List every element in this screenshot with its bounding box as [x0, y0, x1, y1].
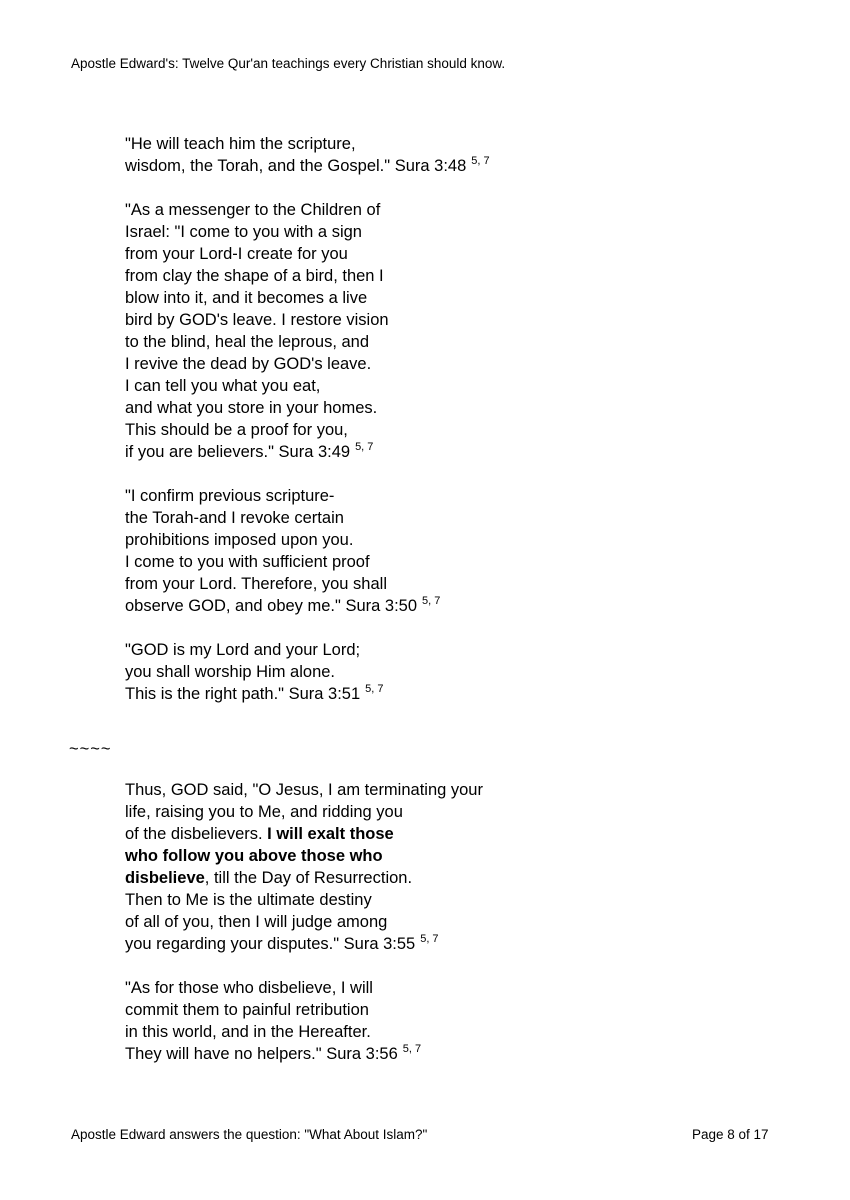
verse-line: I come to you with sufficient proof: [125, 553, 370, 571]
verse-line: in this world, and in the Hereafter.: [125, 1023, 371, 1041]
verse-line-citation: [125, 155, 765, 177]
footnote-reference: 5, 7: [355, 441, 374, 453]
page-number: Page 8 of 17: [692, 1127, 769, 1142]
verse-line-text: if you are believers." Sura 3:49: [125, 443, 351, 461]
verse-stanza-3-56: [125, 977, 765, 1065]
verse-line: bird by GOD's leave. I restore vision: [125, 311, 389, 329]
running-header: Apostle Edward's: Twelve Qur'an teachings every Christian should know.: [71, 56, 506, 71]
verse-line: of all of you, then I will judge among: [125, 913, 388, 931]
verse-line-text: observe GOD, and obey me." Sura 3:50: [125, 597, 418, 615]
verse-line: commit them to painful retribution: [125, 1001, 369, 1019]
verse-line: I revive the dead by GOD's leave.: [125, 355, 372, 373]
verse-line-emphasis: who follow you above those who: [125, 847, 383, 865]
verse-line: "I confirm previous scripture-: [125, 487, 335, 505]
verse-line-text: wisdom, the Torah, and the Gospel." Sura 3:48: [125, 157, 467, 175]
verse-line-citation: [125, 933, 765, 955]
footnote-reference: 5, 7: [420, 933, 439, 945]
verse-line: "GOD is my Lord and your Lord;: [125, 641, 361, 659]
verse-stanza-3-51: [125, 639, 765, 705]
verse-line: you shall worship Him alone.: [125, 663, 336, 681]
verse-line-text: This is the right path." Sura 3:51: [125, 685, 361, 703]
verse-line-text: you regarding your disputes." Sura 3:55: [125, 935, 416, 953]
footnote-reference: 5, 7: [471, 155, 490, 167]
verse-stanza-3-55: [125, 779, 765, 955]
verse-line-mixed: [125, 867, 765, 889]
verse-line: "He will teach him the scripture,: [125, 135, 356, 153]
verse-line-citation: [125, 1043, 765, 1065]
verse-text-plain: of the disbelievers.: [125, 825, 268, 843]
verses-section-2: [125, 779, 765, 1087]
verses-section-1: [125, 133, 765, 727]
verse-line: blow into it, and it becomes a live: [125, 289, 368, 307]
verse-text-emphasis: I will exalt those: [267, 825, 394, 843]
verse-line: "As a messenger to the Children of: [125, 201, 381, 219]
verse-line: "As for those who disbelieve, I will: [125, 979, 373, 997]
verse-line: and what you store in your homes.: [125, 399, 378, 417]
section-separator: ~~~~: [69, 740, 112, 758]
verse-stanza-3-48: [125, 133, 765, 177]
verse-stanza-3-50: [125, 485, 765, 617]
verse-line-mixed: [125, 823, 765, 845]
running-footer-title: Apostle Edward answers the question: "What About Islam?": [71, 1127, 428, 1142]
verse-line-citation: [125, 683, 765, 705]
verse-stanza-3-49: [125, 199, 765, 463]
verse-line: from your Lord-I create for you: [125, 245, 348, 263]
verse-text-emphasis: disbelieve: [125, 869, 205, 887]
verse-text-plain: , till the Day of Resurrection.: [204, 869, 413, 887]
verse-line-citation: [125, 595, 765, 617]
verse-line: I can tell you what you eat,: [125, 377, 321, 395]
footnote-reference: 5, 7: [365, 683, 384, 695]
verse-line: from your Lord. Therefore, you shall: [125, 575, 387, 593]
footnote-reference: 5, 7: [422, 595, 441, 607]
verse-line: prohibitions imposed upon you.: [125, 531, 354, 549]
verse-line: Then to Me is the ultimate destiny: [125, 891, 372, 909]
verse-line: from clay the shape of a bird, then I: [125, 267, 384, 285]
verse-line-citation: [125, 441, 765, 463]
verse-line: life, raising you to Me, and ridding you: [125, 803, 403, 821]
verse-line-text: They will have no helpers." Sura 3:56: [125, 1045, 398, 1063]
verse-line: the Torah-and I revoke certain: [125, 509, 344, 527]
verse-line: to the blind, heal the leprous, and: [125, 333, 370, 351]
verse-line: This should be a proof for you,: [125, 421, 348, 439]
footnote-reference: 5, 7: [402, 1043, 422, 1055]
verse-line: Israel: "I come to you with a sign: [125, 223, 362, 241]
verse-line: Thus, GOD said, "O Jesus, I am terminating your: [125, 781, 483, 799]
